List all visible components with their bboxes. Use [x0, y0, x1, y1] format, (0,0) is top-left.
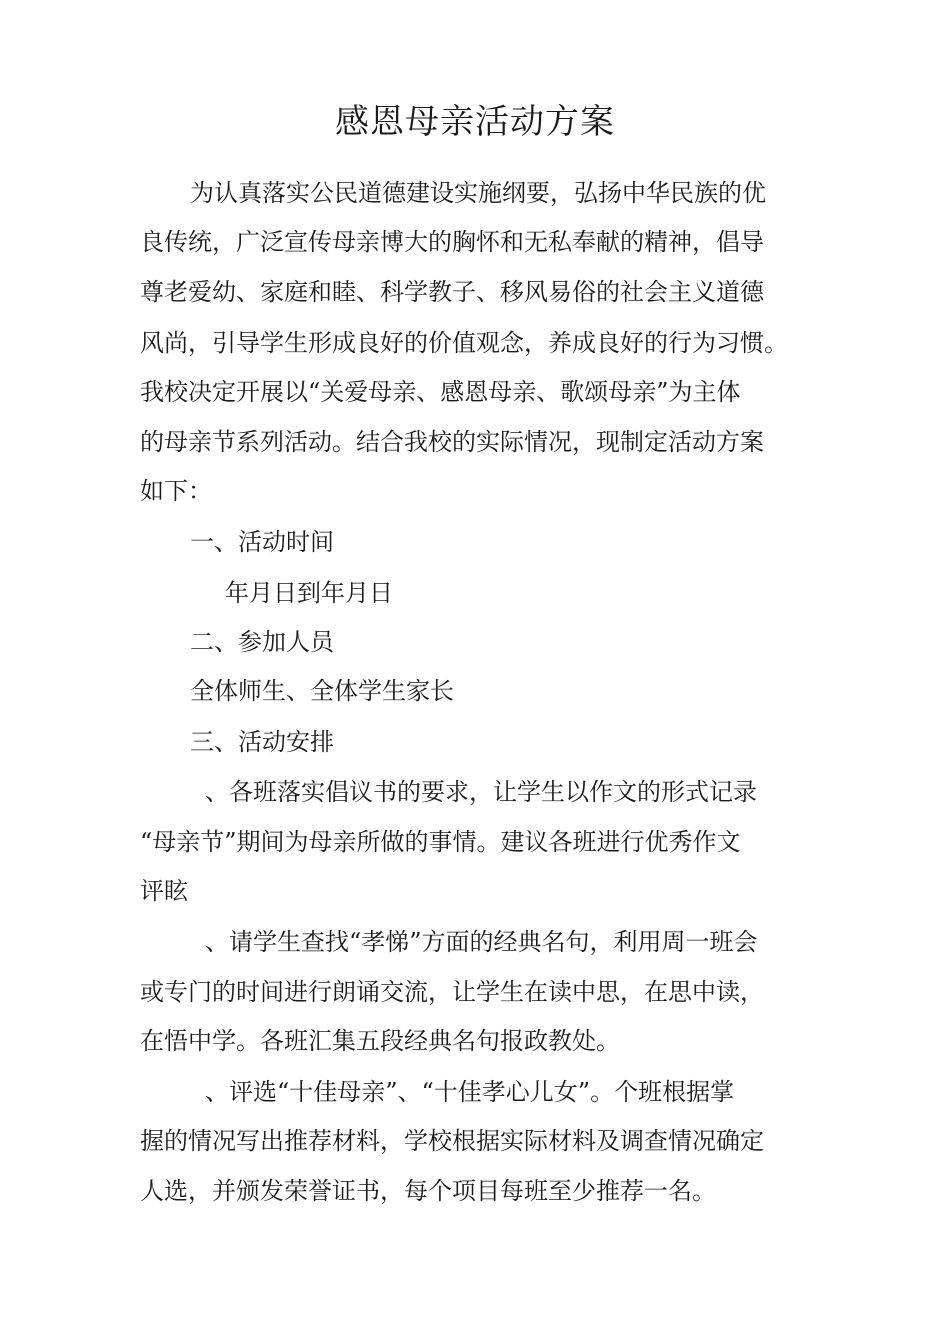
paragraph-line: 如下： — [140, 477, 212, 505]
paragraph-line: 尊老爱幼、家庭和睦、科学教子、移风易俗的社会主义道德 — [140, 278, 764, 306]
paragraph-line: 握的情况写出推荐材料，学校根据实际材料及调查情况确定 — [140, 1127, 764, 1155]
paragraph-line: 的母亲节系列活动。结合我校的实际情况，现制定活动方案 — [140, 428, 764, 456]
section-heading-time: 一、活动时间 — [190, 528, 334, 556]
paragraph-line: 、请学生查找“孝悌”方面的经典名句，利用周一班会 — [205, 928, 758, 956]
document-title: 感恩母亲活动方案 — [335, 102, 615, 142]
participants-text: 全体师生、全体学生家长 — [190, 677, 454, 705]
paragraph-line: 或专门的时间进行朗诵交流，让学生在读中思，在思中读， — [140, 978, 764, 1006]
paragraph-line: 我校决定开展以“关爱母亲、感恩母亲、歌颂母亲”为主体 — [140, 378, 741, 406]
section-heading-arrangement: 三、活动安排 — [190, 728, 334, 756]
section-heading-participants: 二、参加人员 — [190, 628, 334, 656]
paragraph-line: 为认真落实公民道德建设实施纲要，弘扬中华民族的优 — [190, 179, 766, 207]
paragraph-line: 、评选“十佳母亲”、“十佳孝心儿女”。个班根据掌 — [205, 1078, 735, 1106]
paragraph-line: 在悟中学。各班汇集五段经典名句报政教处。 — [140, 1027, 620, 1055]
paragraph-line: 人选，并颁发荣誉证书，每个项目每班至少推荐一名。 — [140, 1177, 716, 1205]
paragraph-line: 、各班落实倡议书的要求，让学生以作文的形式记录 — [205, 778, 757, 806]
activity-date-range: 年月日到年月日 — [225, 579, 393, 607]
paragraph-line: 评眩 — [140, 877, 188, 905]
paragraph-line: 风尚，引导学生形成良好的价值观念，养成良好的行为习惯。 — [140, 329, 788, 357]
paragraph-line: 良传统，广泛宣传母亲博大的胸怀和无私奉献的精神，倡导 — [140, 228, 764, 256]
paragraph-line: “母亲节”期间为母亲所做的事情。建议各班进行优秀作文 — [140, 828, 741, 856]
